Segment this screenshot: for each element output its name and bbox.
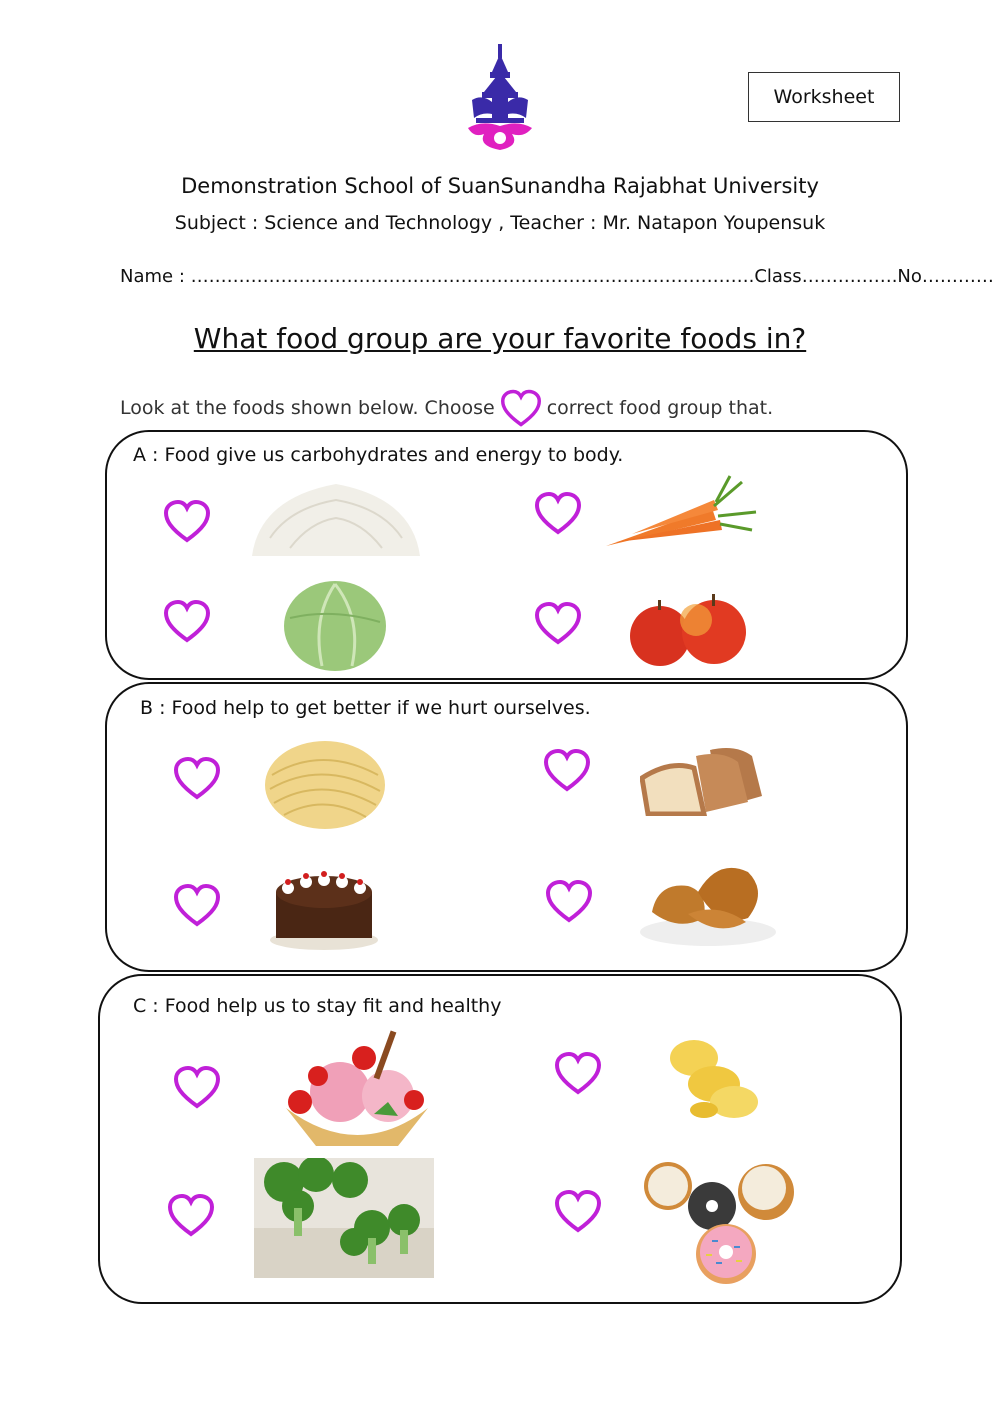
- heart-checkbox[interactable]: [162, 498, 212, 544]
- heart-checkbox[interactable]: [544, 878, 594, 924]
- heart-checkbox[interactable]: [162, 598, 212, 644]
- section-b-title: B : Food help to get better if we hurt ourselves.: [140, 697, 591, 719]
- spaghetti-image: [262, 735, 388, 831]
- instruction-after: correct food group that.: [546, 397, 774, 419]
- heart-checkbox[interactable]: [542, 747, 592, 793]
- instruction-before: Look at the foods shown below. Choose: [120, 397, 495, 419]
- heart-checkbox[interactable]: [172, 1064, 222, 1110]
- apples-image: [626, 590, 748, 670]
- heart-checkbox[interactable]: [533, 600, 583, 646]
- heart-checkbox[interactable]: [172, 882, 222, 928]
- cake-image: [268, 856, 380, 952]
- broccoli-image: [254, 1158, 434, 1278]
- heart-checkbox[interactable]: [553, 1050, 603, 1096]
- section-c-title: C : Food help us to stay fit and healthy: [133, 995, 502, 1017]
- bread-image: [640, 742, 764, 816]
- worksheet-question: What food group are your favorite foods in?: [193, 322, 807, 355]
- heart-checkbox[interactable]: [553, 1188, 603, 1234]
- donuts-image: [636, 1162, 802, 1284]
- cabbage-image: [282, 578, 388, 672]
- name-class-no-line: Name : ………………………………………………………………………………….Class…………….No…………: [120, 266, 994, 287]
- potato-chips-image: [664, 1036, 760, 1122]
- subject-line: Subject : Science and Technology , Teacher : Mr. Natapon Youpensuk: [174, 212, 826, 234]
- section-a: [105, 430, 908, 680]
- instruction-text: [120, 388, 773, 428]
- heart-checkbox[interactable]: [533, 490, 583, 536]
- worksheet-badge: Worksheet: [748, 72, 900, 122]
- school-logo: [462, 42, 538, 154]
- heart-icon: [497, 388, 545, 428]
- heart-checkbox[interactable]: [172, 755, 222, 801]
- section-b: [105, 682, 908, 972]
- school-name: Demonstration School of SuanSunandha Rajabhat University: [181, 174, 819, 198]
- section-a-title: A : Food give us carbohydrates and energy to body.: [133, 444, 624, 466]
- carrots-image: [602, 472, 760, 552]
- ice-cream-image: [278, 1022, 436, 1152]
- fried-chicken-image: [638, 852, 778, 948]
- rice-image: [250, 478, 422, 558]
- heart-checkbox[interactable]: [166, 1192, 216, 1238]
